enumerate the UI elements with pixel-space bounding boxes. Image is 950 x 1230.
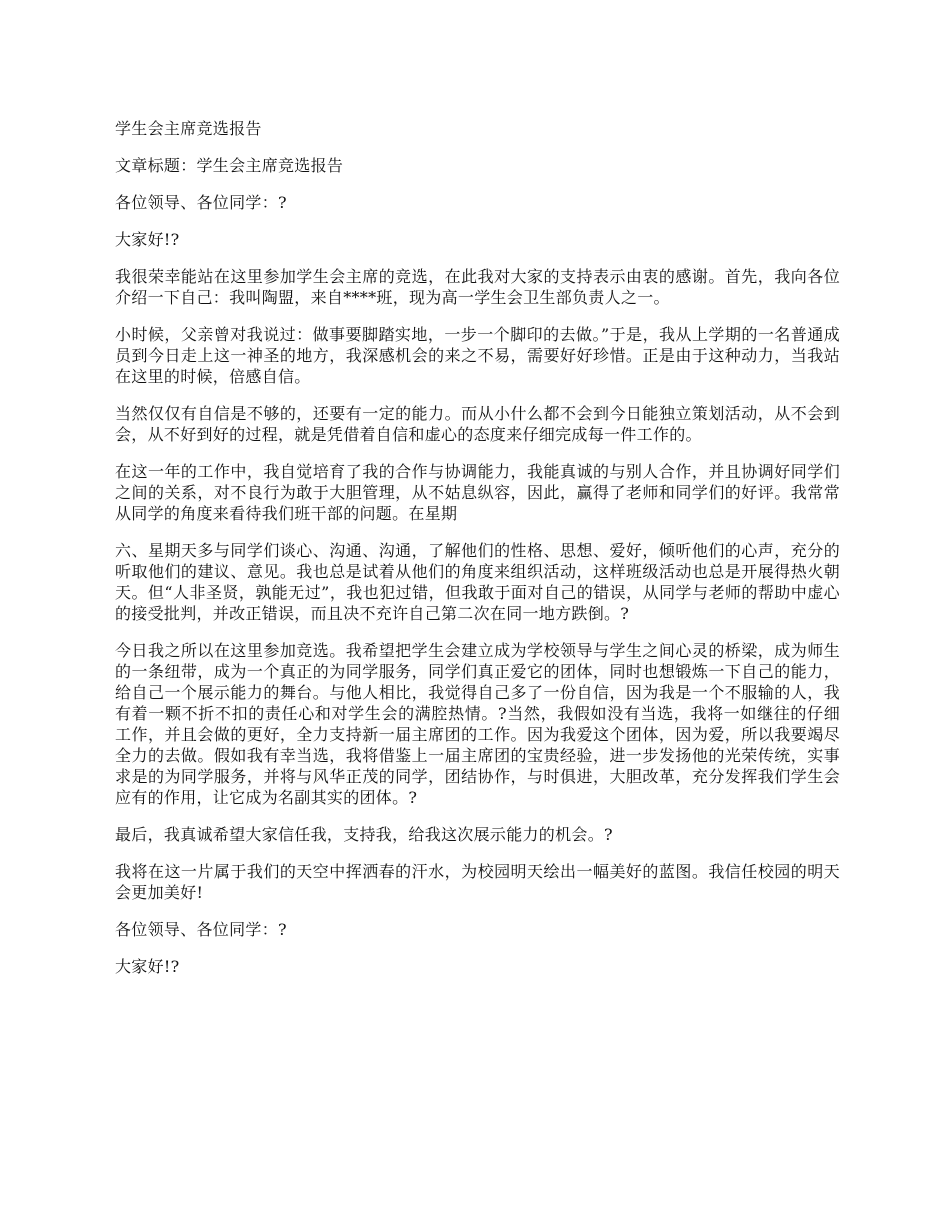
paragraph-article-title: 文章标题：学生会主席竞选报告 <box>115 156 344 175</box>
paragraph-vision: 我将在这一片属于我们的天空中挥洒春的汗水，为校园明天绘出一幅美好的蓝图。我信任校园的明天会更加美好! <box>115 862 840 902</box>
document-page <box>115 118 840 993</box>
paragraph-greeting: 大家好!? <box>115 230 180 249</box>
paragraph-communication: 六、星期天多与同学们谈心、沟通、沟通，了解他们的性格、思想、爱好，倾听他们的心声，充分的听取他们的建议、意见。我也总是试着从他们的角度来组织活动，这样班级活动也总是开展得热火朝天。但“人非圣贤，孰能无过”，我也犯过错，但我敢于面对自己的错误，从同学与老师的帮助中虚心的接受批判，并改正错误，而且决不充许自己第二次在同一地方跌倒。? <box>115 541 840 623</box>
paragraph-childhood: 小时候，父亲曾对我说过：做事要脚踏实地，一步一个脚印的去做。”于是，我从上学期的一名普通成员到今日走上这一神圣的地方，我深感机会的来之不易，需要好好珍惜。正是由于这种动力，当我站在这里的时候，倍感自信。 <box>115 325 840 386</box>
paragraph-introduction: 我很荣幸能站在这里参加学生会主席的竞选，在此我对大家的支持表示由衷的感谢。首先，我向各位介绍一下自己：我叫陶盟，来自****班，现为高一学生会卫生部负责人之一。 <box>115 267 840 307</box>
paragraph-salutation-repeat: 各位领导、各位同学：? <box>115 920 287 939</box>
document-title: 学生会主席竞选报告 <box>115 119 262 138</box>
paragraph-work-experience: 在这一年的工作中，我自觉培育了我的合作与协调能力，我能真诚的与别人合作，并且协调好同学们之间的关系，对不良行为敢于大胆管理，从不姑息纵容，因此，赢得了老师和同学们的好评。我常常从同学的角度来看待我们班干部的问题。在星期 <box>115 462 840 523</box>
paragraph-ability: 当然仅仅有自信是不够的，还要有一定的能力。而从小什么都不会到今日能独立策划活动，从不会到会，从不好到好的过程，就是凭借着自信和虚心的态度来仔细完成每一件工作的。 <box>115 404 840 444</box>
paragraph-election-goal: 今日我之所以在这里参加竞选。我希望把学生会建立成为学校领导与学生之间心灵的桥梁，成为师生的一条纽带，成为一个真正的为同学服务，同学们真正爱它的团体，同时也想锻炼一下自己的能力，给自己一个展示能力的舞台。与他人相比，我觉得自己多了一份自信，因为我是一个不服输的人，我有着一颗不折不扣的责任心和对学生会的满腔热情。?当然，我假如没有当选，我将一如继往的仔细工作，并且会做的更好，全力支持新一届主席团的工作。因为我爱这个团体，因为爱，所以我要竭尽全力的去做。假如我有幸当选，我将借鉴上一届主席团的宝贵经验，进一步发扬他的光荣传统，实事求是的为同学服务，并将与风华正茂的同学，团结协作，与时俱进，大胆改革，充分发挥我们学生会应有的作用，让它成为名副其实的团体。? <box>115 641 840 807</box>
paragraph-salutation: 各位领导、各位同学：? <box>115 193 287 212</box>
paragraph-greeting-repeat: 大家好!? <box>115 957 180 976</box>
paragraph-closing-request: 最后，我真诚希望大家信任我，支持我，给我这次展示能力的机会。? <box>115 825 613 844</box>
